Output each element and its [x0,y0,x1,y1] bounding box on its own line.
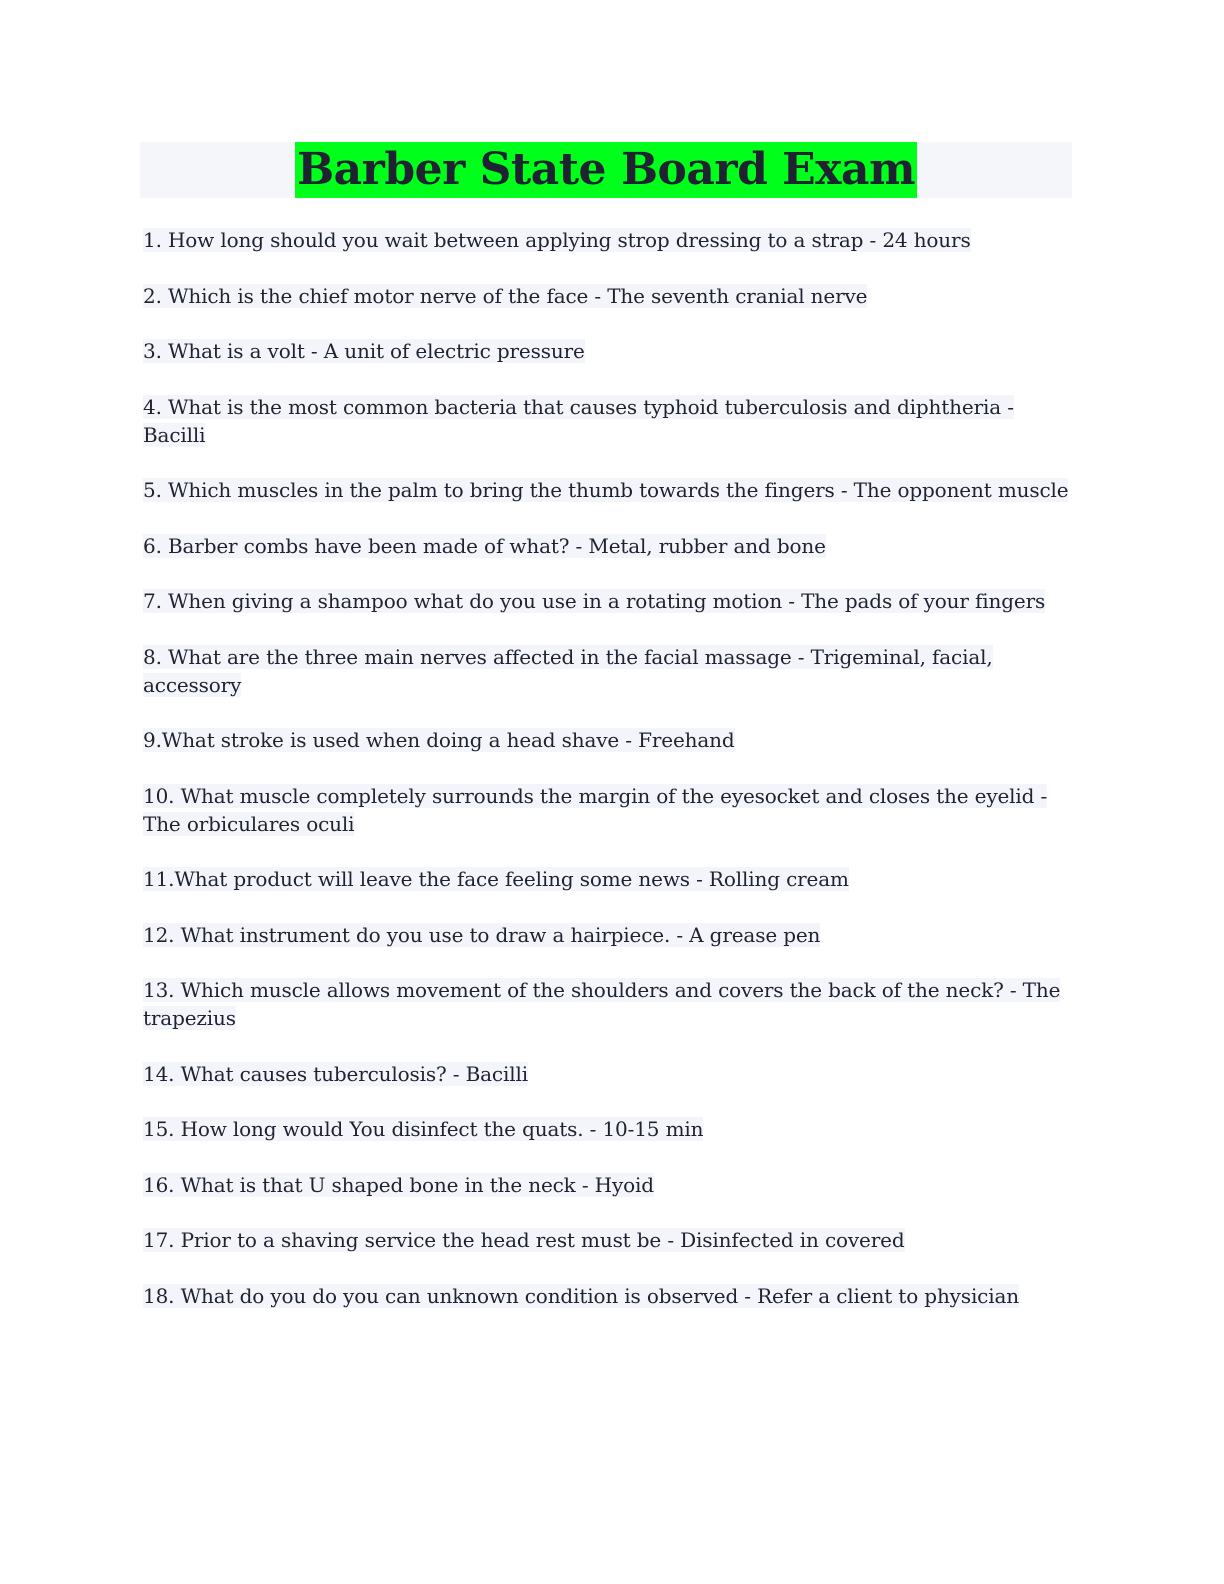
question-item-1 [143,226,1073,254]
question-text: 7. When giving a shampoo what do you use in a rotating motion - The pads of your fingers [143,589,1046,613]
question-text: 13. Which muscle allows movement of the shoulders and covers the back of the neck? - The trapezius [143,978,1061,1030]
question-text: 9.What stroke is used when doing a head shave - Freehand [143,728,735,752]
question-text: 10. What muscle completely surrounds the margin of the eyesocket and closes the eyelid - The orbiculares oculi [143,783,1048,836]
question-text: 8. What are the three main nerves affected in the facial massage - Trigeminal, facial, accessory [143,644,993,697]
question-text: 12. What instrument do you use to draw a hairpiece. - A grease pen [143,922,821,947]
question-item-14 [143,1060,1073,1088]
question-item-10 [143,782,1073,838]
title-band [140,142,1072,198]
question-text: 11.What product will leave the face feeling some news - Rolling cream [143,867,849,891]
question-text: 18. What do you do you can unknown condition is observed - Refer a client to physician [143,1283,1019,1308]
question-text: 1. How long should you wait between applying strop dressing to a strap - 24 hours [143,228,971,252]
question-text: 4. What is the most common bacteria that causes typhoid tuberculosis and diphtheria - Bacilli [143,394,1014,447]
question-text: 5. Which muscles in the palm to bring the thumb towards the fingers - The opponent muscle [143,478,1069,502]
question-item-13 [143,976,1073,1032]
question-item-16 [143,1171,1073,1199]
question-text: 2. Which is the chief motor nerve of the face - The seventh cranial nerve [143,283,868,308]
question-item-4 [143,393,1073,449]
question-item-12 [143,921,1073,949]
question-text: 3. What is a volt - A unit of electric pressure [143,339,585,363]
question-item-8 [143,643,1073,699]
question-item-11 [143,865,1073,893]
question-text: 16. What is that U shaped bone in the neck - Hyoid [143,1172,654,1197]
question-item-5 [143,476,1073,504]
question-item-15 [143,1115,1073,1143]
question-text: 15. How long would You disinfect the quats. - 10-15 min [143,1117,704,1141]
question-item-9 [143,726,1073,754]
question-item-17 [143,1226,1073,1254]
question-list [143,226,1073,1337]
question-item-18 [143,1282,1073,1310]
question-item-2 [143,282,1073,310]
question-item-3 [143,337,1073,365]
question-item-7 [143,587,1073,615]
question-text: 17. Prior to a shaving service the head rest must be - Disinfected in covered [143,1228,905,1252]
page-title: Barber State Board Exam [295,142,917,198]
question-item-6 [143,532,1073,560]
question-text: 6. Barber combs have been made of what? - Metal, rubber and bone [143,533,826,558]
question-text: 14. What causes tuberculosis? - Bacilli [143,1061,528,1086]
